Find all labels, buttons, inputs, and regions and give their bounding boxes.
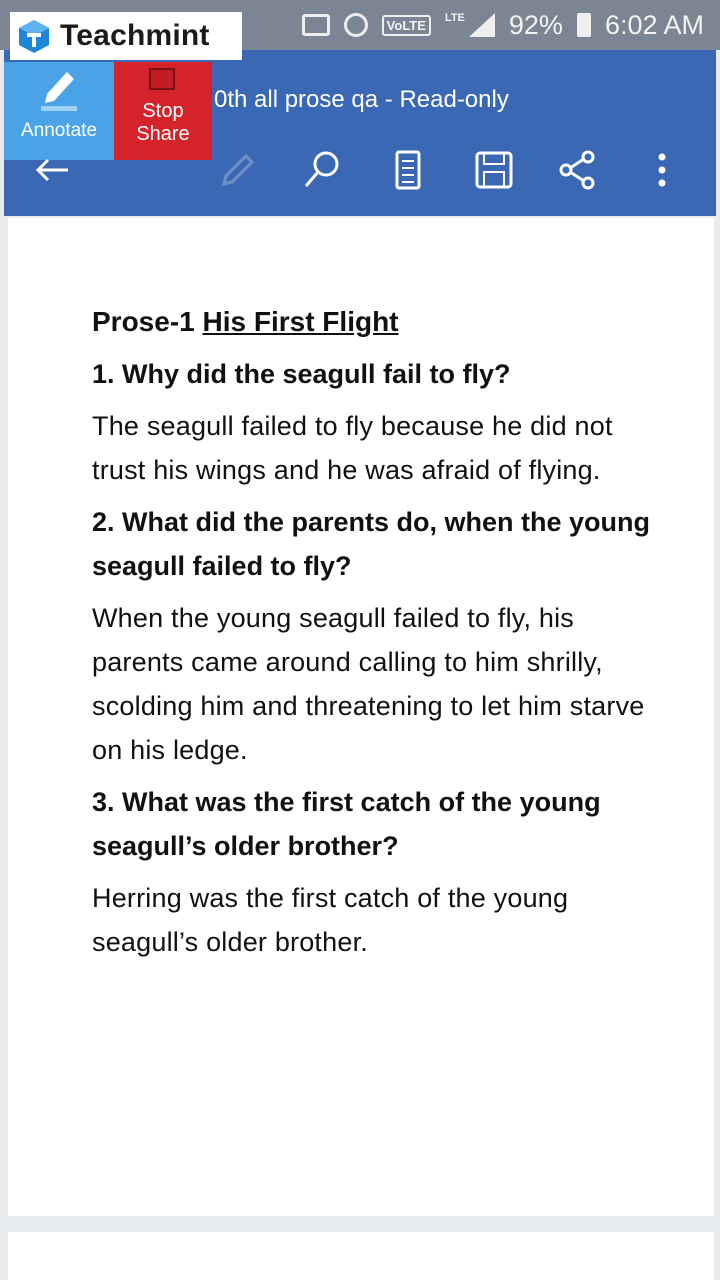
document-page[interactable]: [8, 218, 714, 1216]
share-icon[interactable]: [556, 148, 600, 192]
teachmint-badge: [10, 12, 242, 60]
status-icons: [302, 0, 704, 50]
document-heading: [92, 306, 652, 338]
search-icon[interactable]: [300, 148, 344, 192]
lte-label: LTE: [444, 12, 465, 24]
alarm-icon: [344, 13, 368, 37]
battery-percent: 92%: [508, 9, 563, 40]
teachmint-brand: Teachmint: [60, 19, 210, 52]
edit-pencil-icon[interactable]: [216, 148, 260, 192]
question-2: 2. What did the parents do, when the young seagull failed to fly?: [92, 507, 651, 581]
back-arrow-icon[interactable]: [30, 148, 74, 192]
stop-share-label: Stop Share: [136, 100, 190, 145]
annotate-button[interactable]: [4, 62, 114, 160]
stop-share-button[interactable]: [114, 62, 212, 160]
next-page[interactable]: [8, 1232, 714, 1280]
document-content: [92, 306, 652, 972]
answer-3: Herring was the first catch of the young seagull’s older brother.: [92, 883, 569, 957]
heading-prefix: Prose-1: [92, 306, 203, 337]
stop-icon: [149, 68, 175, 90]
answer-1: The seagull failed to fly because he did not trust his wings and he was afraid of flying.: [92, 411, 613, 485]
save-icon[interactable]: [472, 148, 516, 192]
pencil-icon: [37, 64, 81, 114]
question-3: 3. What was the first catch of the young seagull’s older brother?: [92, 787, 601, 861]
more-options-icon[interactable]: [640, 148, 684, 192]
volte-badge: VoLTE: [382, 15, 431, 36]
document-title: 0th all prose qa - Read-only: [214, 86, 509, 113]
cast-icon: [302, 14, 330, 36]
answer-2: When the young seagull failed to fly, his parents came around calling to him shrilly, scolding him and threatening to let him starve on his ledge.: [92, 603, 645, 765]
battery-icon: [577, 13, 591, 37]
app-toolbar: [4, 50, 716, 216]
heading-title: His First Flight: [202, 306, 399, 337]
clock: 6:02 AM: [604, 9, 704, 40]
reading-view-icon[interactable]: [386, 148, 430, 192]
teachmint-logo-icon: [16, 18, 52, 54]
question-1: 1. Why did the seagull fail to fly?: [92, 359, 511, 389]
annotate-label: Annotate: [20, 120, 98, 141]
signal-icon: [469, 13, 495, 37]
